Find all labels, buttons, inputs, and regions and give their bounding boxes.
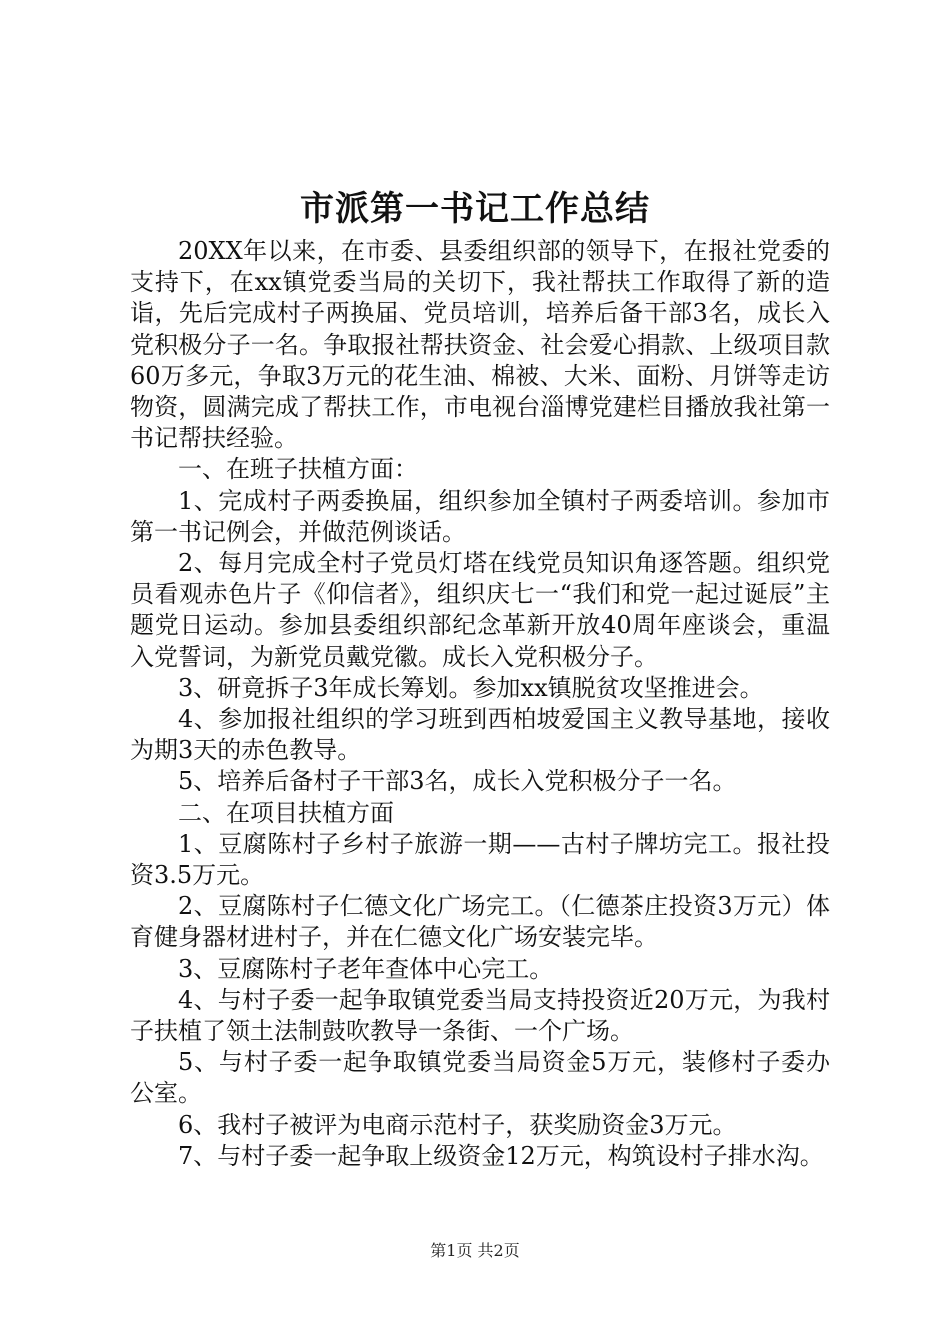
document-title: 市派第一书记工作总结	[300, 189, 650, 229]
paragraph-project-item-5: 5、与村子委一起争取镇党委当局资金5万元，装修村子委办公室。	[130, 1048, 830, 1108]
paragraph-project-item-3: 3、豆腐陈村子老年查体中心完工。	[178, 954, 554, 983]
section-heading-team-building: 一、在班子扶植方面：	[178, 455, 418, 484]
paragraph-project-item-6: 6、我村子被评为电商示范村子，获奖励资金3万元。	[178, 1110, 737, 1139]
paragraph-team-item-4: 4、参加报社组织的学习班到西柏坡爱国主义教导基地，接收为期3天的赤色教导。	[130, 705, 830, 765]
section-heading-projects: 二、在项目扶植方面	[178, 798, 394, 827]
paragraph-team-item-2: 2、每月完成全村子党员灯塔在线党员知识角逐答题。组织党员看观赤色片子《仰信者》，组织庆七一“我们和党一起过诞辰”主题党日运动。参加县委组织部纪念革新开放40周年座谈会，重温入党誓词，为新党员戴党徽。成长入党积极分子。	[130, 549, 830, 671]
paragraph-project-item-2: 2、豆腐陈村子仁德文化广场完工。（仁德茶庄投资3万元）体育健身器材进村子，并在仁德文化广场安装完毕。	[130, 892, 830, 952]
paragraph-team-item-3: 3、研竟拆子3年成长筹划。参加xx镇脱贫攻坚推进会。	[178, 673, 764, 702]
paragraph-project-item-7: 7、与村子委一起争取上级资金12万元，构筑设村子排水沟。	[178, 1141, 824, 1170]
page-footer: 第1页 共2页	[430, 1241, 520, 1260]
paragraph-team-item-1: 1、完成村子两委换届，组织参加全镇村子两委培训。参加市第一书记例会，并做范例谈话。	[130, 486, 830, 546]
paragraph-project-item-1: 1、豆腐陈村子乡村子旅游一期——古村子牌坊完工。报社投资3.5万元。	[130, 829, 830, 890]
paragraph-project-item-4: 4、与村子委一起争取镇党委当局支持投资近20万元，为我村子扶植了领土法制鼓吹教导一条街、一个广场。	[130, 985, 830, 1046]
paragraph-team-item-5: 5、培养后备村子干部3名，成长入党积极分子一名。	[178, 767, 737, 796]
paragraph-intro: 20XX年以来，在市委、县委组织部的领导下，在报社党委的支持下，在xx镇党委当局的关切下，我社帮扶工作取得了新的造诣，先后完成村子两换届、党员培训，培养后备干部3名，成长入党积极分子一名。争取报社帮扶资金、社会爱心捐款、上级项目款60万多元，争取3万元的花生油、棉被、大米、面粉、月饼等走访物资，圆满完成了帮扶工作，市电视台淄博党建栏目播放我社第一书记帮扶经验。	[130, 237, 830, 453]
document-body	[130, 236, 830, 1172]
